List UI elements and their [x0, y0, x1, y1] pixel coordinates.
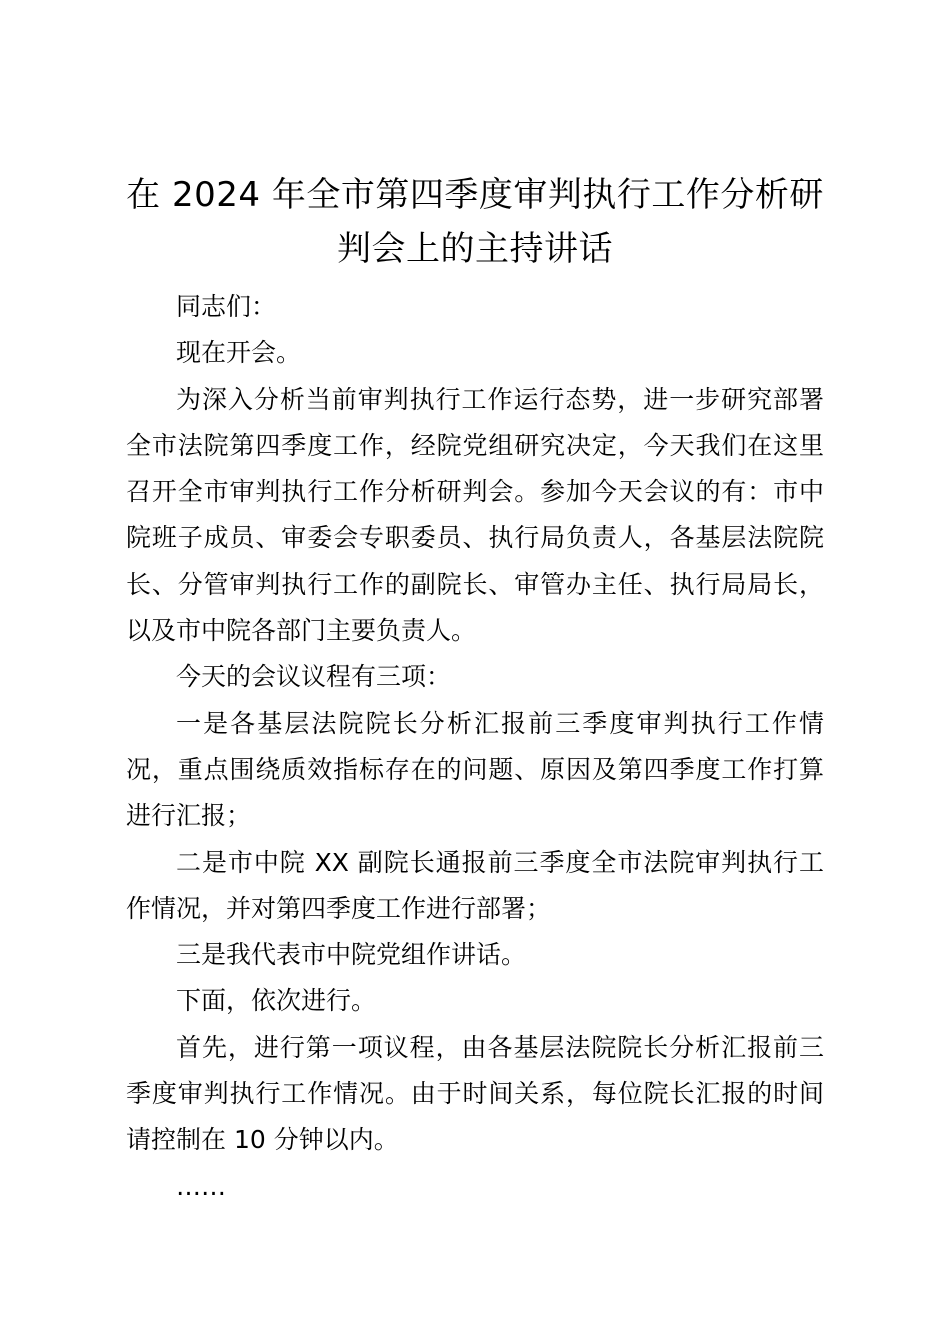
- title-line: 判会上的主持讲话: [337, 229, 613, 269]
- title-line: 在 2024 年全市第四季度审判执行工作分析研: [126, 175, 824, 215]
- agenda-item-2: 二是市中院 XX 副院长通报前三季度全市法院审判执行工作情况，并对第四季度工作进行部署；: [126, 847, 824, 923]
- ellipsis-paragraph: ……: [176, 1171, 226, 1201]
- first-item-paragraph: 首先，进行第一项议程，由各基层法院院长分析汇报前三季度审判执行工作情况。由于时间关系，每位院长汇报的时间请控制在 10 分钟以内。: [126, 1032, 824, 1155]
- agenda-intro-paragraph: 今天的会议议程有三项：: [176, 662, 452, 692]
- proceed-paragraph: 下面，依次进行。: [176, 986, 377, 1016]
- agenda-item-1: 一是各基层法院院长分析汇报前三季度审判执行工作情况，重点围绕质效指标存在的问题、原因及第四季度工作打算进行汇报；: [126, 708, 824, 831]
- purpose-paragraph: 为深入分析当前审判执行工作运行态势，进一步研究部署全市法院第四季度工作，经院党组研究决定，今天我们在这里召开全市审判执行工作分析研判会。参加今天会议的有：市中院班子成员、审委会专职委员、执行局负责人，各基层法院院长、分管审判执行工作的副院长、审管办主任、执行局局长，以及市中院各部门主要负责人。: [126, 384, 824, 646]
- document-title: [126, 168, 824, 276]
- opening-paragraph: 现在开会。: [176, 338, 302, 368]
- agenda-item-3: 三是我代表市中院党组作讲话。: [176, 940, 527, 970]
- document-page: [126, 168, 824, 1210]
- document-body: [126, 284, 824, 1210]
- salutation-paragraph: 同志们：: [176, 292, 277, 321]
